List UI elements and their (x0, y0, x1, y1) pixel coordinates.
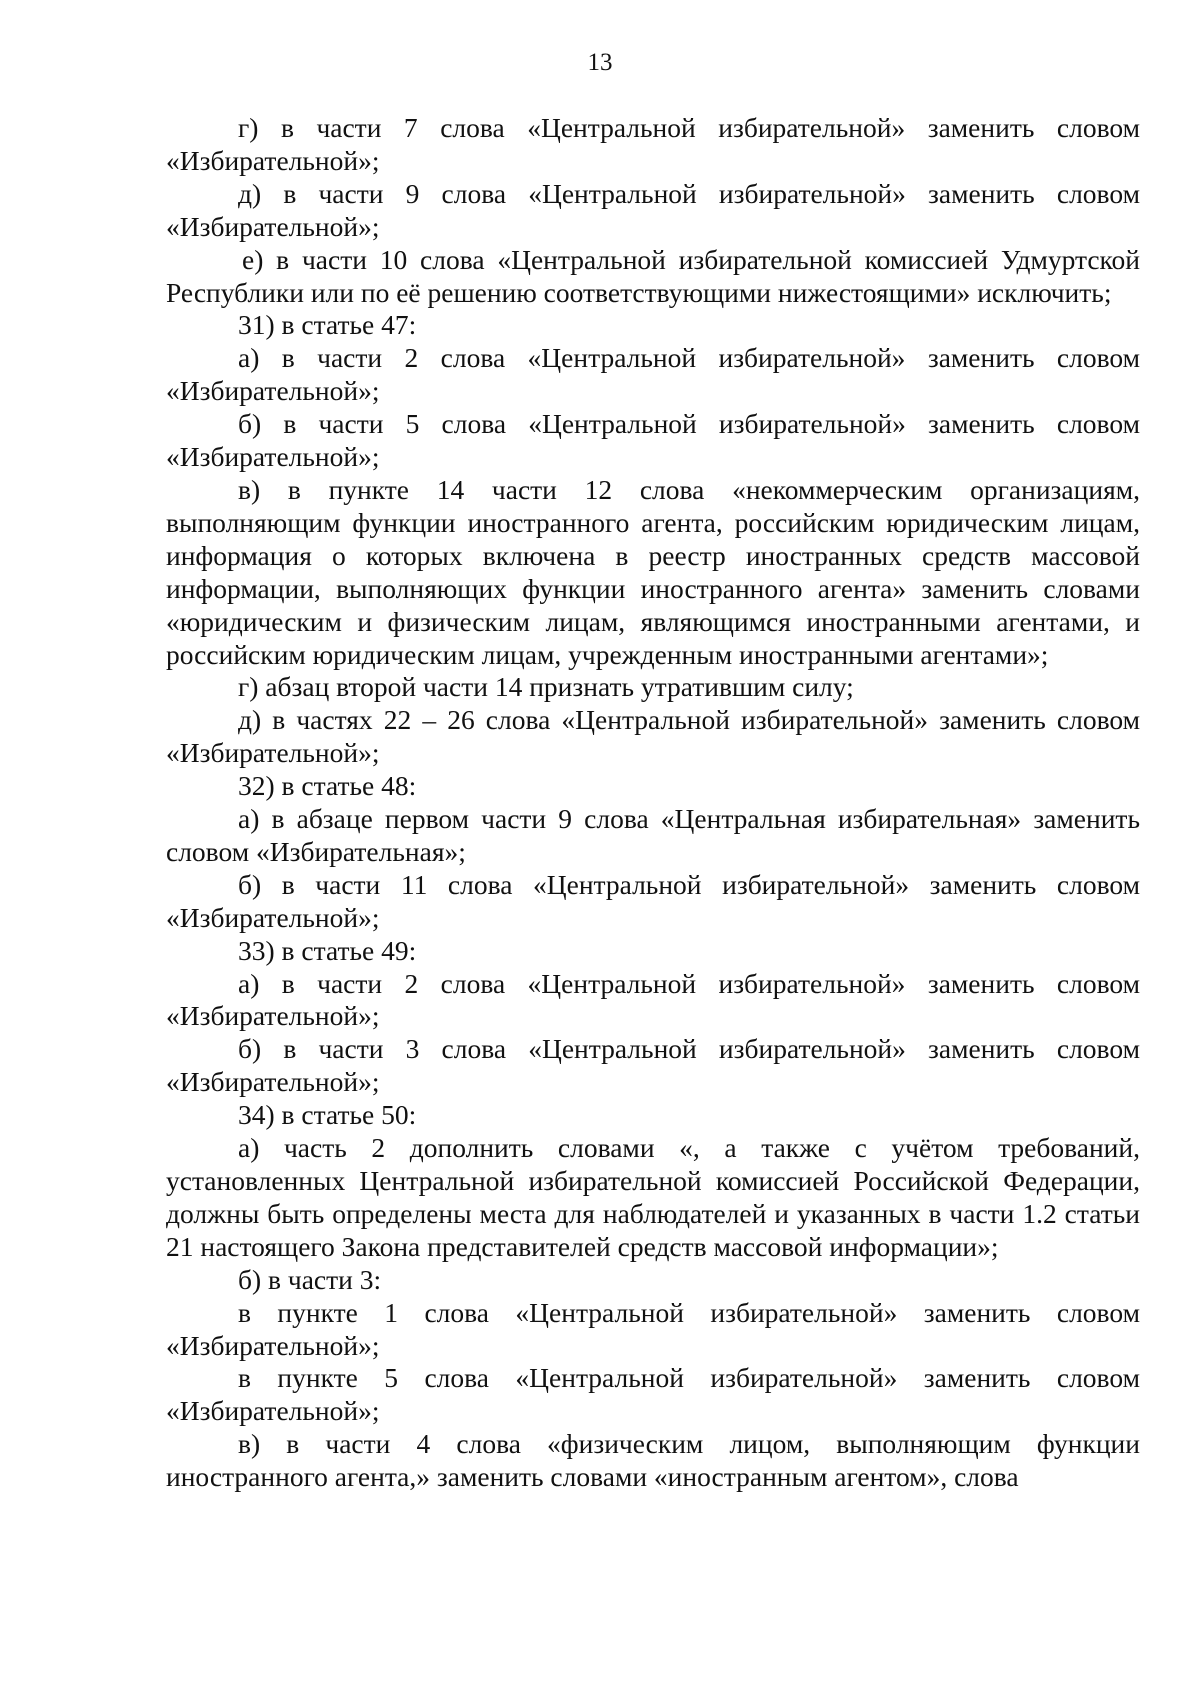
document-body (166, 112, 1140, 1494)
paragraph: г) в части 7 слова «Центральной избирательной» заменить словом «Избирательной»; (166, 112, 1140, 176)
paragraph: 32) в статье 48: (238, 770, 417, 802)
paragraph: б) в части 11 слова «Центральной избирательной» заменить словом «Избирательной»; (166, 868, 1140, 933)
paragraph: а) в абзаце первом части 9 слова «Центральная избирательная» заменить словом «Избирательная»; (166, 803, 1140, 867)
paragraph: е) в части 10 слова «Центральной избирательной комиссией Удмуртской Республики или по её решению соответствующими нижестоящими» исключить; (166, 243, 1140, 308)
paragraph: б) в части 3: (238, 1263, 382, 1295)
paragraph: а) в части 2 слова «Центральной избирательной» заменить словом «Избирательной»; (166, 967, 1140, 1032)
paragraph: 34) в статье 50: (238, 1099, 417, 1131)
paragraph: д) в части 9 слова «Центральной избирательной» заменить словом «Избирательной»; (166, 177, 1140, 242)
page-number: 13 (587, 49, 613, 76)
paragraph: а) в части 2 слова «Центральной избирательной» заменить словом «Избирательной»; (166, 342, 1140, 407)
paragraph: д) в частях 22 – 26 слова «Центральной избирательной» заменить словом «Избирательной»; (166, 704, 1140, 769)
paragraph: 33) в статье 49: (238, 934, 417, 966)
paragraph: б) в части 3 слова «Центральной избирательной» заменить словом «Избирательной»; (166, 1033, 1140, 1098)
paragraph: в пункте 5 слова «Центральной избирательной» заменить словом «Избирательной»; (166, 1362, 1140, 1427)
paragraph: в) в части 4 слова «физическим лицом, выполняющим функции иностранного агента,» заменить словами «иностранным агентом», слова (166, 1428, 1140, 1493)
paragraph: в) в пункте 14 части 12 слова «некоммерческим организациям, выполняющим функции иностранного агента, российским юридическим лицам, информация о которых включена в реестр иностранных средств массовой информации, выполняющих функции иностранного агента» заменить словами «юридическим и физическим лицам, являющимся иностранными агентами, и российским юридическим лицам, учрежденным иностранными агентами»; (166, 473, 1140, 670)
paragraph: 31) в статье 47: (238, 309, 417, 341)
paragraph: г) абзац второй части 14 признать утратившим силу; (238, 671, 854, 703)
paragraph: а) часть 2 дополнить словами «, а также с учётом требований, установленных Центральной избирательной комиссией Российской Федерации, должны быть определены места для наблюдателей и указанных в части 1.2 статьи 21 настоящего Закона представителей средств массовой информации»; (166, 1132, 1140, 1262)
paragraph: б) в части 5 слова «Центральной избирательной» заменить словом «Избирательной»; (166, 408, 1140, 473)
paragraph: в пункте 1 слова «Центральной избирательной» заменить словом «Избирательной»; (166, 1296, 1140, 1361)
